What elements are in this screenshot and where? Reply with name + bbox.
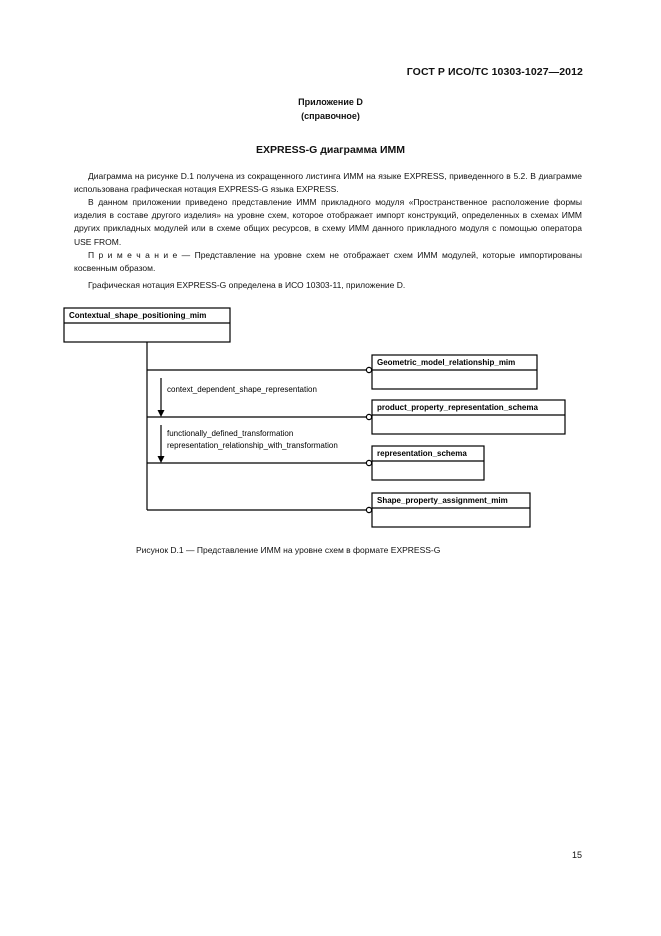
annex-subtitle: (справочное) [301,111,360,121]
main-schema-name: Contextual_shape_positioning_mim [69,311,207,320]
section-title: EXPRESS-G диаграмма ИММ [256,144,405,156]
end-circle-1 [366,367,371,372]
ref-label-1: context_dependent_shape_representation [167,385,317,394]
ref-label-3: representation_relationship_with_transformation [167,441,338,450]
end-circle-4 [366,507,371,512]
note-text: П р и м е ч а н и е — Представление на уровне схем не отображает схем ИММ модулей, которые импортированы косвенным образом. [74,250,582,274]
ref-arrow-head-1 [158,410,165,417]
schema-name-1: Geometric_model_relationship_mim [377,358,516,367]
paragraph-3-text: Графическая нотация EXPRESS-G определена в ИСО 10303-11, приложение D. [88,280,406,290]
document-code: ГОСТ Р ИСО/ТС 10303-1027—2012 [406,66,583,78]
ref-arrow-head-2 [158,456,165,463]
schema-name-2: product_property_representation_schema [377,403,538,412]
schema-name-3: representation_schema [377,449,467,458]
page-number: 15 [572,850,583,860]
paragraph-1-sentence-2: В диаграмме использована графическая нотация EXPRESS-G языка EXPRESS. [74,171,582,195]
figure-caption: Рисунок D.1 — Представление ИММ на уровне схем в формате EXPRESS-G [136,545,441,555]
annex-title: Приложение D [298,97,363,107]
paragraph-1-sentence-1: Диаграмма на рисунке D.1 получена из сокращенного листинга ИММ на языке EXPRESS, приведенного в 5.2. [88,171,528,181]
paragraph-2-text: В данном приложении приведено представление ИММ прикладного модуля «Пространственное расположение формы изделия в составе другого изделия» на уровне схем, которое отображает импорт конструкций, определенных в схемах ИММ других прикладных модулей или в схеме общих ресурсов, в схему ИММ данного прикладного модуля с помощью оператора USE FROM. [74,197,582,247]
end-circle-2 [366,414,371,419]
end-circle-3 [366,460,371,465]
ref-label-2: functionally_defined_transformation [167,429,294,438]
schema-name-4: Shape_property_assignment_mim [377,496,508,505]
